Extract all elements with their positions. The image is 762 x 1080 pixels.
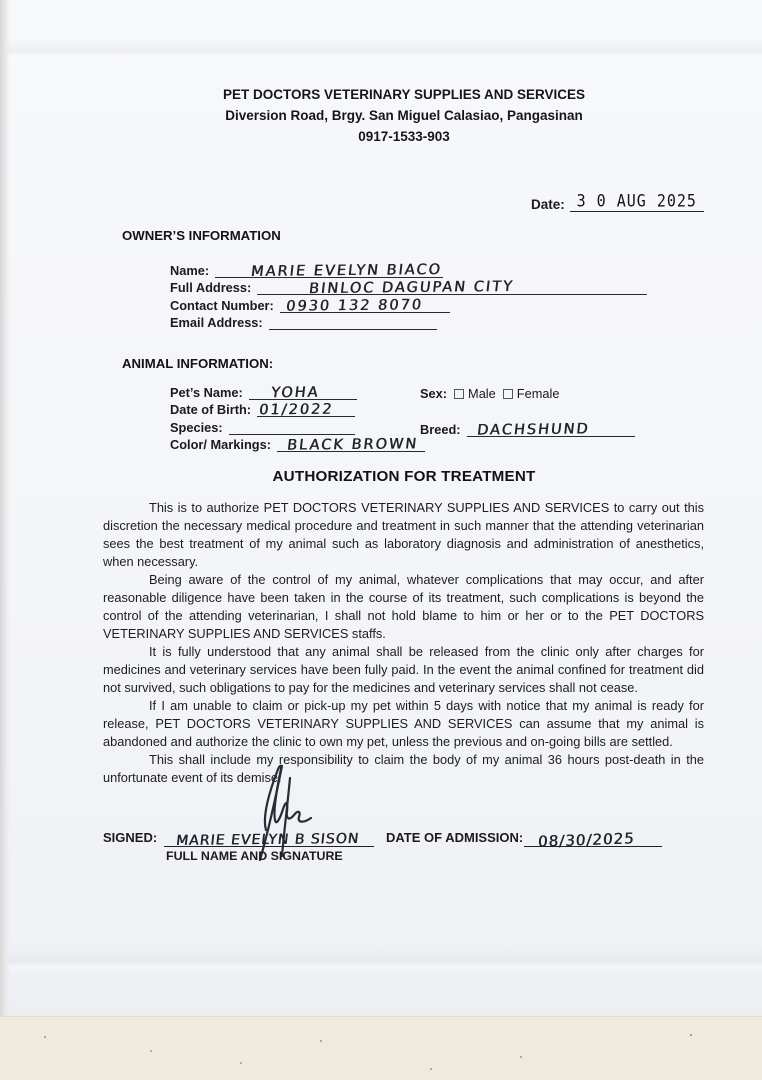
date-of-admission-label: DATE OF ADMISSION:	[386, 830, 524, 845]
signed-name-value: MARIE EVELYN B SISON	[174, 831, 360, 849]
name-label: Name:	[170, 262, 210, 278]
dob-row	[170, 400, 425, 418]
date-of-admission-underline	[524, 828, 662, 851]
breed-label: Breed:	[420, 422, 461, 437]
dob-value: 01/2022	[258, 401, 335, 419]
male-option-label: Male	[468, 386, 496, 401]
scan-left-edge	[0, 0, 10, 1018]
sex-row	[420, 386, 559, 401]
date-of-admission-value: 08/30/2025	[537, 829, 636, 851]
full-name-signature-caption: FULL NAME AND SIGNATURE	[166, 849, 343, 863]
breed-underline	[467, 421, 635, 437]
authorization-paragraph: If I am unable to claim or pick-up my pet within 5 days with notice that my animal is ready for release, PET DOCTORS VETERINARY SUPPLIES AND SERVICES can assume that my animal is abandoned and authorize the clinic to own my pet, unless the previous and on-going bills are settled.	[103, 698, 704, 749]
pet-name-value: YOHA	[269, 384, 321, 401]
address-value: BINLOC DAGUPAN CITY	[308, 278, 515, 298]
color-markings-label: Color/ Markings:	[170, 437, 271, 452]
species-label: Species:	[170, 419, 223, 435]
color-markings-value: BLACK BROWN	[285, 436, 419, 454]
contact-underline	[280, 297, 450, 313]
date-field	[531, 192, 704, 212]
name-value: MARIE EVELYN BIACO	[250, 261, 443, 280]
sex-label: Sex:	[420, 386, 448, 401]
breed-row	[420, 421, 635, 437]
authorization-paragraph: It is fully understood that any animal shall be released from the clinic only after charges for medicines and veterinary services have been fully paid. In the event the animal confined for treatment did not survived, such obligations to pay for the medicines and veterinary services shall not cease.	[103, 644, 704, 695]
address-label: Full Address:	[170, 280, 252, 295]
color-markings-row	[170, 435, 425, 453]
owner-contact-row	[170, 295, 647, 313]
email-label: Email Address:	[170, 315, 263, 330]
clinic-phone: 0917-1533-903	[358, 129, 450, 144]
authorization-title: AUTHORIZATION FOR TREATMENT	[272, 468, 536, 485]
date-underline	[570, 192, 704, 212]
dob-label: Date of Birth:	[170, 402, 252, 417]
female-checkbox-icon	[503, 389, 513, 399]
authorization-paragraph: This is to authorize PET DOCTORS VETERINARY SUPPLIES AND SERVICES to carry out this discretion the necessary medical procedure and treatment in such manner that the attending veterinarian sees the best treatment of my animal such as laboratory diagnosis and administration of anesthetics, when necessary.	[103, 500, 704, 569]
authorization-paragraph: This shall include my responsibility to claim the body of my animal 36 hours post-death in the unfortunate event of its demise.	[103, 752, 704, 785]
name-underline	[215, 262, 443, 278]
paper-crease	[0, 38, 762, 64]
authorization-paragraph: Being aware of the control of my animal, whatever complications that may occur, and after reasonable diligence have been taken in the course of its treatment, such complications is beyond the control of the attending veterinarian, I shall not hold blame to him or her or to the PET DOCTORS VETERINARY SUPPLIES AND SERVICES staffs.	[103, 572, 704, 641]
dob-underline	[257, 401, 355, 417]
paper-crease	[0, 948, 762, 974]
scan-speckles	[0, 1022, 2, 1024]
species-row	[170, 417, 425, 435]
scan-backing-paper	[0, 1016, 762, 1080]
pet-name-underline	[249, 384, 357, 400]
owner-info-heading: OWNER’S INFORMATION	[122, 228, 281, 243]
owner-fields	[170, 260, 647, 330]
owner-name-row	[170, 260, 647, 278]
pet-name-row	[170, 382, 425, 400]
pet-name-label: Pet’s Name:	[170, 384, 243, 400]
date-stamp: 3 0 AUG 2025	[576, 190, 697, 212]
clinic-header	[46, 84, 762, 147]
owner-address-row	[170, 278, 647, 296]
contact-value: 0930 132 8070	[284, 296, 424, 315]
contact-label: Contact Number:	[170, 297, 274, 313]
male-checkbox-icon	[454, 389, 464, 399]
color-markings-underline	[277, 436, 425, 452]
authorization-body	[103, 499, 704, 787]
clinic-name: PET DOCTORS VETERINARY SUPPLIES AND SERVICES	[222, 87, 586, 102]
animal-fields	[170, 382, 425, 452]
animal-info-heading: ANIMAL INFORMATION:	[122, 356, 274, 371]
clinic-address: Diversion Road, Brgy. San Miguel Calasiao, Pangasinan	[225, 108, 583, 123]
breed-value: DACHSHUND	[475, 421, 590, 439]
email-underline	[269, 314, 437, 330]
signed-underline	[164, 828, 374, 847]
date-label: Date:	[531, 197, 565, 212]
owner-email-row	[170, 313, 647, 331]
female-option-label: Female	[516, 386, 560, 401]
species-underline	[229, 419, 355, 435]
signed-label: SIGNED:	[103, 830, 158, 845]
address-underline	[257, 278, 647, 298]
